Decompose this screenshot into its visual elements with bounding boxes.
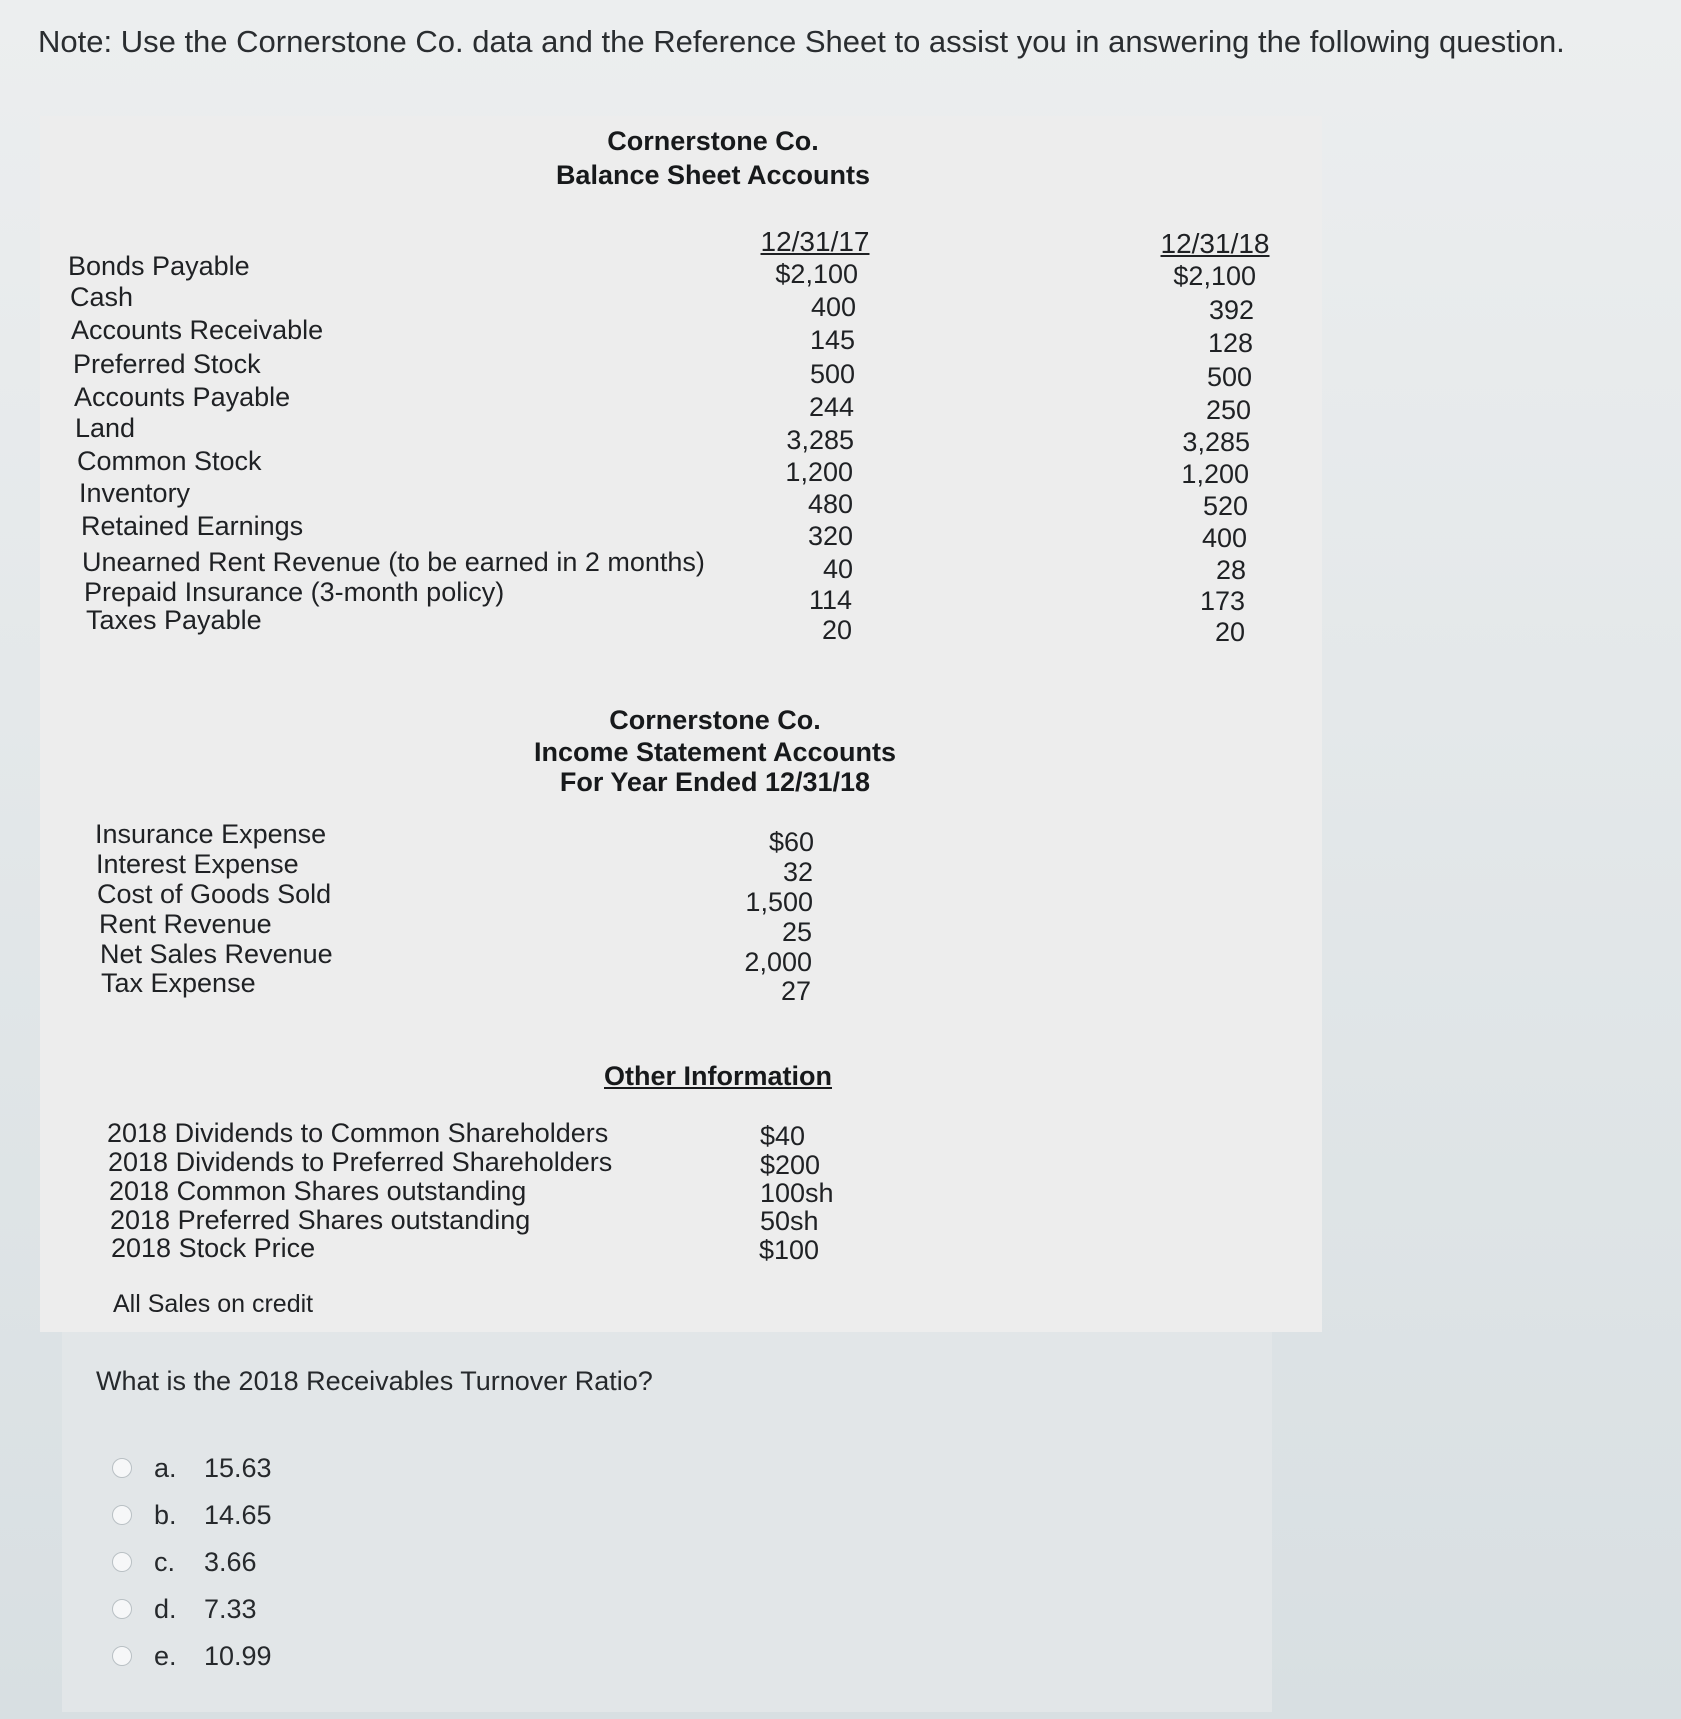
row-label: 2018 Stock Price (111, 1233, 316, 1263)
row-label: Prepaid Insurance (3-month policy) (84, 577, 505, 607)
option-letter: e. (154, 1640, 177, 1671)
row-label: Common Stock (77, 446, 262, 476)
value-2018: 520 (1202, 491, 1248, 521)
value-2017: 3,285 (786, 425, 854, 455)
row-label: Land (75, 413, 136, 443)
row-value: 50sh (760, 1206, 819, 1236)
radio-button-icon[interactable] (112, 1599, 132, 1619)
radio-button-icon[interactable] (112, 1458, 132, 1478)
value-2017: 320 (807, 521, 853, 551)
answer-option-c[interactable] (112, 1544, 257, 1580)
row-label: Accounts Receivable (71, 315, 324, 345)
option-value: 7.33 (204, 1593, 257, 1624)
value-2018: 392 (1208, 295, 1254, 325)
row-value: 2,000 (744, 947, 812, 977)
row-label: Rent Revenue (99, 909, 272, 939)
row-value: 1,500 (745, 887, 813, 917)
row-label: Retained Earnings (81, 511, 304, 541)
row-label: Cost of Goods Sold (97, 879, 332, 909)
row-value: $60 (768, 827, 814, 857)
radio-button-icon[interactable] (112, 1552, 132, 1572)
row-label: 2018 Common Shares outstanding (109, 1176, 527, 1206)
footnote: All Sales on credit (113, 1290, 314, 1318)
row-label: Cash (70, 282, 134, 312)
row-value: 32 (782, 857, 813, 887)
row-label: Tax Expense (101, 968, 256, 998)
value-2018: 173 (1199, 586, 1245, 616)
answer-option-b[interactable] (112, 1497, 272, 1533)
option-value: 14.65 (204, 1499, 272, 1530)
row-label: Bonds Payable (68, 251, 250, 281)
row-label: Unearned Rent Revenue (to be earned in 2 months) (82, 547, 705, 577)
value-2018: 3,285 (1182, 427, 1250, 457)
instruction-note: Note: Use the Cornerstone Co. data and the Reference Sheet to assist you in answering the following question. (38, 24, 1565, 59)
value-2017: 244 (808, 392, 854, 422)
row-value: $100 (759, 1235, 820, 1265)
value-2017: 400 (810, 292, 856, 322)
value-2017: 480 (807, 489, 853, 519)
option-letter: b. (154, 1499, 177, 1530)
row-value: 27 (780, 976, 811, 1006)
row-label: 2018 Dividends to Preferred Shareholders (108, 1147, 613, 1177)
value-2017: 500 (809, 359, 855, 389)
value-2018: 128 (1207, 328, 1253, 358)
row-label: Taxes Payable (86, 605, 262, 635)
income-statement-subtitle: For Year Ended 12/31/18 (559, 767, 871, 797)
radio-button-icon[interactable] (112, 1646, 132, 1666)
value-2017: 1,200 (785, 457, 853, 487)
row-label: Inventory (79, 478, 191, 508)
row-value: $40 (760, 1121, 806, 1151)
value-2018: $2,100 (1173, 261, 1256, 291)
row-value: $200 (760, 1150, 821, 1180)
value-2017: $2,100 (775, 259, 858, 289)
radio-button-icon[interactable] (112, 1505, 132, 1525)
value-2018: 1,200 (1181, 459, 1249, 489)
value-2017: 20 (821, 615, 852, 645)
option-letter: a. (154, 1452, 177, 1483)
column-header-2018: 12/31/18 (1160, 228, 1270, 259)
option-value: 3.66 (204, 1546, 257, 1577)
row-label: Net Sales Revenue (100, 939, 333, 969)
value-2017: 114 (808, 585, 852, 615)
row-label: Insurance Expense (95, 819, 327, 849)
option-letter: c. (154, 1546, 176, 1577)
answer-option-a[interactable] (112, 1450, 272, 1486)
value-2018: 250 (1205, 395, 1251, 425)
balance-sheet-title: Balance Sheet Accounts (555, 160, 871, 190)
value-2017: 145 (809, 325, 855, 355)
option-letter: d. (154, 1593, 177, 1624)
row-label: 2018 Dividends to Common Shareholders (107, 1118, 609, 1148)
income-statement-company: Cornerstone Co. (609, 705, 821, 735)
value-2018: 20 (1214, 617, 1245, 647)
value-2018: 28 (1215, 555, 1246, 585)
row-label: Preferred Stock (73, 349, 261, 379)
other-information-title: Other Information (604, 1061, 832, 1091)
answer-option-e[interactable] (112, 1638, 272, 1674)
row-label: Interest Expense (96, 849, 299, 879)
balance-sheet-company: Cornerstone Co. (607, 126, 819, 156)
option-value: 15.63 (204, 1452, 272, 1483)
row-label: Accounts Payable (74, 382, 291, 412)
column-header-2017: 12/31/17 (760, 226, 870, 257)
value-2018: 500 (1206, 362, 1252, 392)
answer-option-d[interactable] (112, 1591, 257, 1627)
row-value: 100sh (760, 1178, 834, 1208)
value-2018: 400 (1201, 523, 1247, 553)
row-value: 25 (781, 917, 812, 947)
question-text: What is the 2018 Receivables Turnover Ratio? (96, 1366, 653, 1396)
row-label: 2018 Preferred Shares outstanding (110, 1205, 531, 1235)
value-2017: 40 (822, 554, 853, 584)
option-value: 10.99 (204, 1640, 272, 1671)
income-statement-title: Income Statement Accounts (533, 737, 897, 767)
